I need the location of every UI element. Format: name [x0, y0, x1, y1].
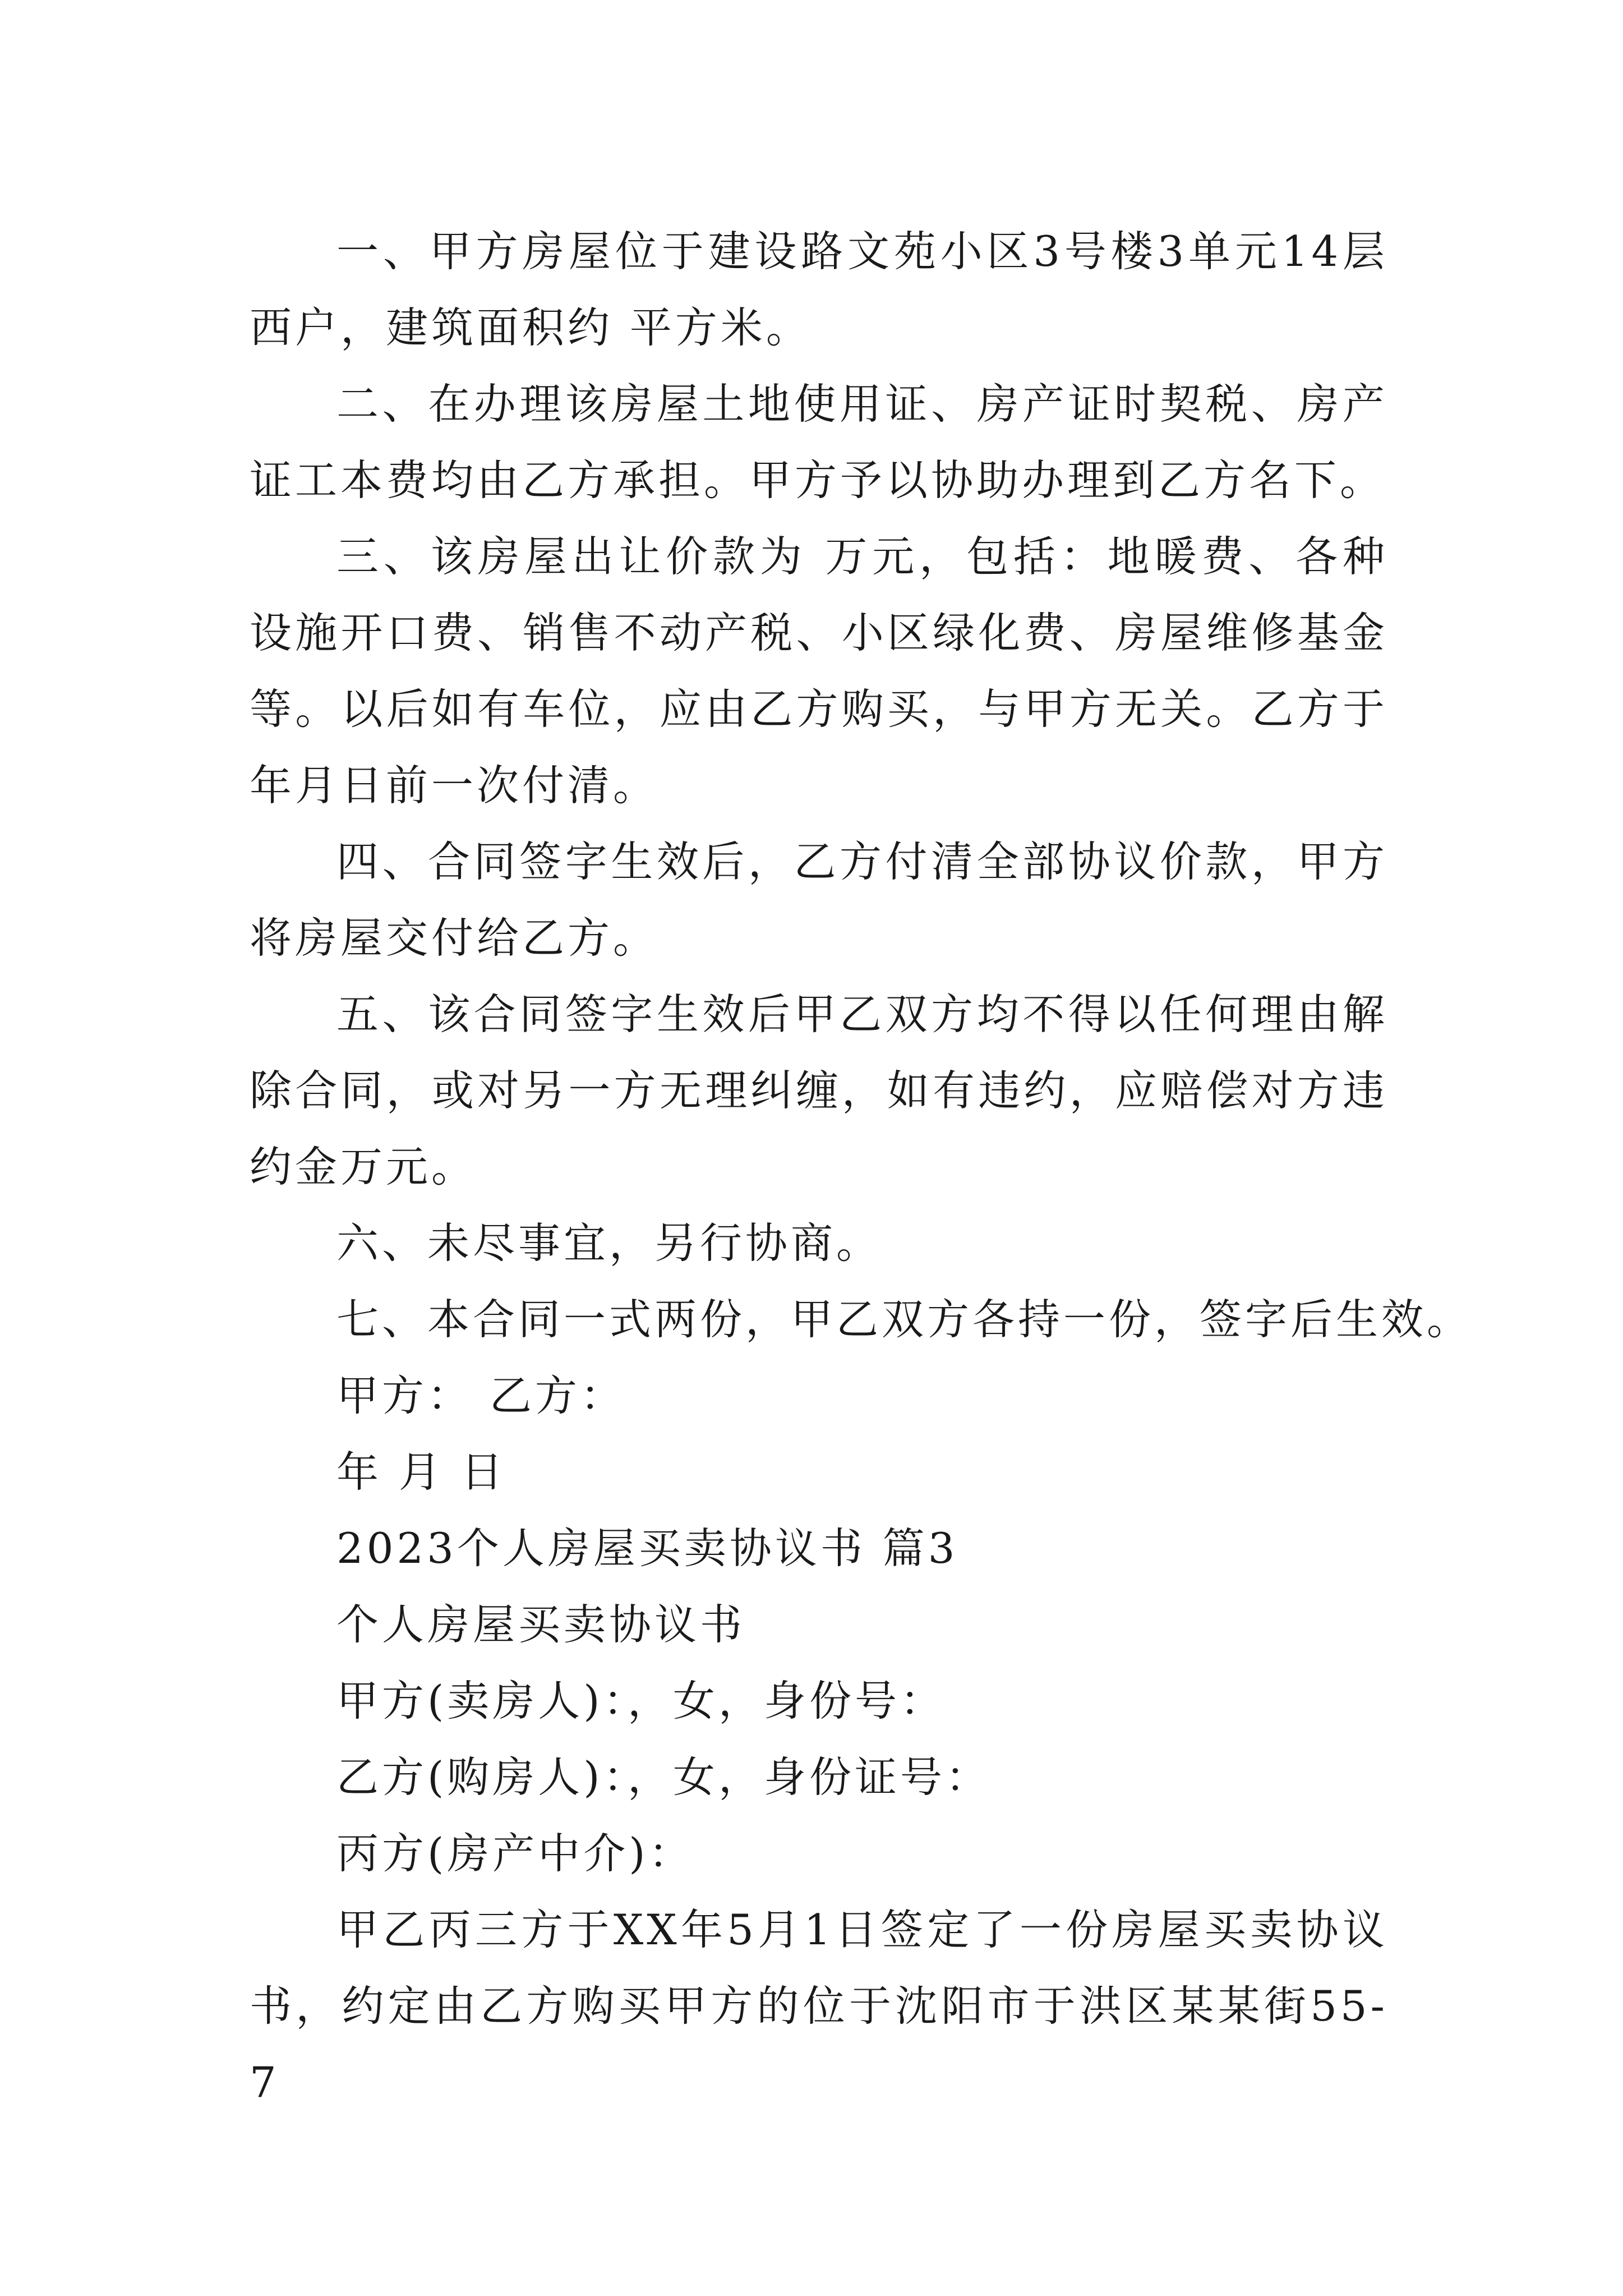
- party-b-line: 乙方(购房人)：，女，身份证号：: [336, 1752, 992, 1802]
- clause-4: 四、合同签字生效后，乙方付清全部协议价款，甲方将房屋交付给乙方。: [250, 837, 1388, 963]
- clause-2: 二、在办理该房屋土地使用证、房产证时契税、房产证工本费均由乙方承担。甲方予以协助办理到乙方名下。: [250, 379, 1388, 505]
- signature-parties: 甲方： 乙方：: [336, 1371, 626, 1420]
- section-heading: 2023个人房屋买卖协议书 篇3: [336, 1524, 958, 1573]
- clause-1: 一、甲方房屋位于建设路文苑小区3号楼3单元14层西户，建筑面积约 平方米。: [250, 227, 1388, 352]
- clause-5: 五、该合同签字生效后甲乙双方均不得以任何理由解除合同，或对另一方无理纠缠，如有违约，应赔偿对方违约金万元。: [250, 990, 1388, 1191]
- agreement-title: 个人房屋买卖协议书: [336, 1600, 746, 1649]
- party-c-line: 丙方(房产中介)：: [336, 1829, 694, 1878]
- clause-6: 六、未尽事宜，另行协商。: [336, 1218, 882, 1268]
- agreement-intro-paragraph: 甲乙丙三方于XX年5月1日签定了一份房屋买卖协议书，约定由乙方购买甲方的位于沈阳市于洪区某某街55-7: [250, 1905, 1388, 2107]
- party-a-line: 甲方(卖房人)：，女，身份号：: [336, 1676, 946, 1726]
- document-page: [250, 213, 1473, 2120]
- clause-3: 三、该房屋出让价款为 万元，包括：地暖费、各种设施开口费、销售不动产税、小区绿化费、房屋维修基金等。以后如有车位，应由乙方购买，与甲方无关。乙方于 年月日前一次付清。: [250, 532, 1388, 810]
- signature-date: 年 月 日: [336, 1447, 506, 1497]
- clause-7: 七、本合同一式两份，甲乙双方各持一份，签字后生效。: [336, 1295, 1473, 1344]
